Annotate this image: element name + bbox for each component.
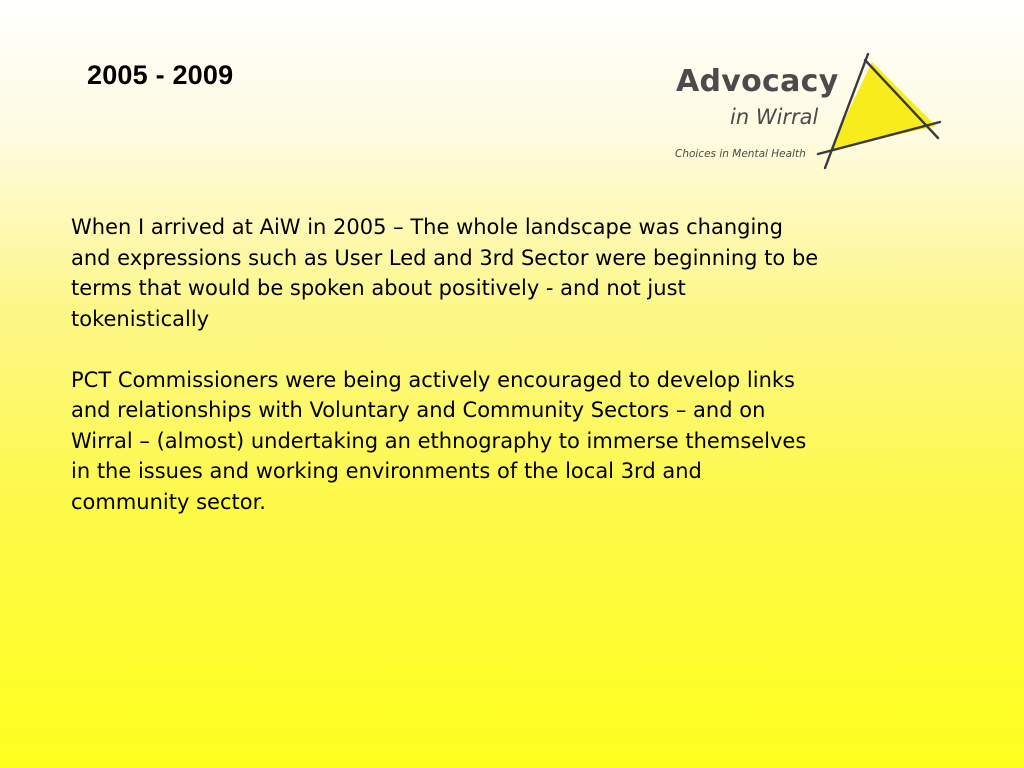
slide-title: 2005 - 2009 <box>87 60 234 90</box>
paragraph-arrival: When I arrived at AiW in 2005 – The whole landscape was changing and expressions such as User Led and 3rd Sector were beginning to be terms that would be spoken about positively - and not just tokenistically <box>71 215 819 331</box>
advocacy-in-wirral-logo <box>668 50 948 172</box>
body-text <box>71 212 971 548</box>
logo-subtitle: in Wirral <box>730 105 819 129</box>
logo-word: Advocacy <box>676 64 839 99</box>
paragraph-pct-commissioners: PCT Commissioners were being actively encouraged to develop links and relationships with Voluntary and Community Sectors – and on Wirral – (almost) undertaking an ethnography to immerse themselves in the issues and working environments of the local 3rd and community sector. <box>71 367 807 514</box>
logo-tagline: Choices in Mental Health <box>675 148 806 160</box>
